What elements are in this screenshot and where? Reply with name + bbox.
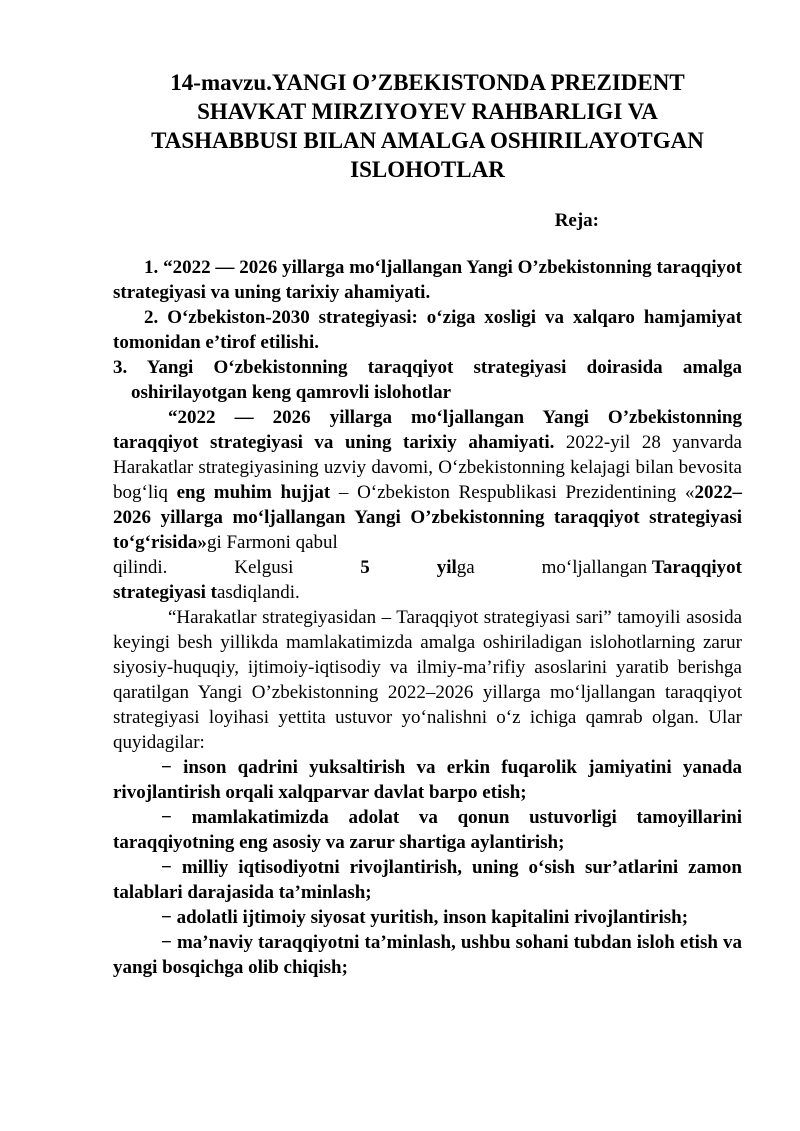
dash-marker: − (161, 857, 172, 878)
dash-marker: − (161, 907, 172, 928)
plan-item-2: 2. O‘zbekiston-2030 strategiyasi: o‘ziga xosligi va xalqaro hamjamiyat tomonidan e’tirof etilishi. (113, 307, 742, 353)
paragraph-end-line (113, 580, 742, 605)
paragraph-text: asdiqlandi. (216, 582, 300, 603)
plan-heading: Reja: (554, 210, 599, 231)
paragraph-bold-intro: “2022 — 2026 yillarga mo‘ljallangan Yangi O’zbekistonning taraqqiyot strategiyasi va uning tarixiy ahamiyati. (113, 407, 742, 453)
document-page (113, 68, 742, 980)
line-word: yil (436, 557, 457, 578)
plan-list (113, 255, 742, 405)
bullet-text: mamlakatimizda adolat va qonun ustuvorligi tamoyillarini taraqqiyotning eng asosiy va zarur shartiga aylantirish; (113, 807, 743, 853)
line-word: mo‘ljallangan (541, 557, 648, 578)
line-word-group (437, 555, 475, 580)
bullet-item (113, 805, 742, 855)
line-word: 5 (360, 557, 370, 578)
paragraph-priorities: “Harakatlar strategiyasidan – Taraqqiyot strategiyasi sari” tamoyili asosida keyingi besh yillikda mamlakatimizda amalga oshiriladigan islohotlarning zarur siyosiy-huquqiy, ijtimoiy-iqtisodiy va ilmiy-ma’rifiy asoslarini yaratib berishga qaratilgan Yangi O’zbekistonning 2022–2026 yillarga mo‘ljallangan taraqqiyot strategiyasi loyihasi yettita ustuvor yo‘nalishni o‘z ichiga qamrab olgan. Ular quyidagilar: (113, 607, 742, 753)
bullet-text: inson qadrini yuksaltirish va erkin fuqarolik jamiyatini yanada rivojlantirish orqali xalqparvar davlat barpo etish; (113, 757, 742, 803)
line-word: Kelgusi (234, 557, 294, 578)
plan-item-1: 1. “2022 — 2026 yillarga mo‘ljallangan Yangi O’zbekistonning taraqqiyot strategiyasi va uning tarixiy ahamiyati. (113, 257, 742, 303)
bullet-item (113, 855, 742, 905)
title-line: TASHABBUSI BILAN AMALGA OSHIRILAYOTGAN (151, 128, 704, 153)
title-line: 14-mavzu.YANGI O’ZBEKISTONDA PREZIDENT (170, 70, 685, 95)
line-word: qilindi. (113, 557, 168, 578)
bullet-text: milliy iqtisodiyotni rivojlantirish, uning o‘sish sur’atlarini zamon talablari darajasida ta’minlash; (113, 857, 743, 903)
paragraph-text: – O‘zbekiston Respublikasi Prezidentining « (330, 482, 695, 503)
paragraph-text: 2022-yil 28 yanvarda Harakatlar strategiyasining uzviy davomi, O‘zbekistonning kelajagi bilan bevosita bog‘liq (113, 432, 742, 503)
justified-line (113, 555, 742, 580)
title-line: SHAVKAT MIRZIYOYEV RAHBARLIGI VA (197, 99, 658, 124)
dash-marker: − (161, 757, 172, 778)
line-word-group (542, 555, 742, 580)
bullet-item (113, 930, 742, 980)
dash-marker: − (161, 807, 172, 828)
bullet-text: adolatli ijtimoiy siyosat yuritish, inson kapitalini rivojlantirish; (176, 907, 689, 928)
title-line: ISLOHOTLAR (350, 157, 505, 182)
paragraph-strategy-intro (113, 405, 742, 555)
paragraph-bold-text: eng muhim hujjat (176, 482, 331, 503)
paragraph-bold-text: 2022–2026 yillarga mo‘ljallangan Yangi O’zbekistonning taraqqiyot strategiyasi to‘g‘risida» (113, 482, 742, 553)
dash-marker: − (161, 932, 172, 953)
bullet-text: ma’naviy taraqqiyotni ta’minlash, ushbu sohani tubdan isloh etish va yangi bosqichga olib chiqish; (113, 932, 743, 978)
document-title (113, 68, 742, 184)
bullet-item (113, 905, 742, 930)
paragraph-text: gi Farmoni qabul (206, 532, 338, 553)
line-word: ga (456, 557, 475, 578)
plan-item-3: 3. Yangi O‘zbekistonning taraqqiyot strategiyasi doirasida amalga oshirilayotgan keng qamrovli islohotlar (113, 357, 742, 403)
bullet-item (113, 755, 742, 805)
line-word: Taraqqiyot (651, 557, 742, 578)
paragraph-bold-text: strategiyasi t (113, 582, 217, 603)
